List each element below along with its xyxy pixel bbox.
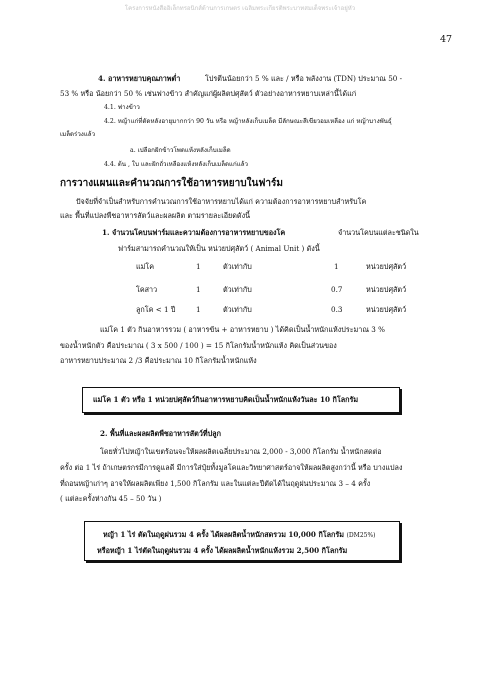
section-para-line2: และ พื้นที่แปลงพืชอาหารสัตว์และผลผลิต ตามรายละเอียดดังนี้ — [60, 211, 251, 220]
highlight-box-text: แม่โค 1 ตัว หรือ 1 หน่วยปศุสัตว์กินอาหารหยาบคิดเป็นน้ำหนักแห้งวันละ 10 กิโลกรัม — [93, 395, 359, 404]
subsection1-line2: ฟาร์มสามารถคำนวณให้เป็น หน่วยปศุสัตว์ ( Animal Unit ) ดังนี้ — [118, 244, 320, 253]
section-para-line1: ปัจจัยที่จำเป็นสำหรับการคำนวณการใช้อาหารหยาบได้แก่ ความต้องการอาหารหยาบสำหรับโค — [76, 197, 367, 206]
table-cell-unit: หน่วยปศุสัตว์ — [366, 285, 407, 294]
subsection2-para-line3: ที่ถอนหญ้าเก่าๆ อาจให้ผลผลิตเพียง 1,500 กิโลกรัม และในแต่ละปีตัดได้ในฤดูฝนประมาณ 3 – 4 ครั้ง — [60, 479, 371, 488]
table-cell-animal: ลูกโค < 1 ปี — [136, 305, 176, 314]
highlight-box-cow-intake — [82, 387, 400, 413]
highlight-box-grass-yield — [84, 521, 400, 561]
table-cell-value: 0.3 — [331, 305, 343, 314]
dm-note: (DM25%) — [346, 532, 376, 539]
section4-item-2-cont: เมล็ดร่วงแล้ว — [60, 131, 96, 138]
table-cell-count: 1 — [196, 285, 201, 294]
calc-line1: แม่โค 1 ตัว กินอาหารรวม ( อาหารข้น + อาหารหยาบ ) ได้คิดเป็นน้ำหนักแห้งประมาณ 3 % — [100, 325, 385, 334]
calc-line3: อาหารหยาบประมาณ 2 /3 คือประมาณ 10 กิโลกรัมน้ำหนักแห้ง — [60, 356, 257, 365]
table-cell-count: 1 — [196, 262, 201, 271]
header-watermark: โครงการหนังสืออิเล็กทรอนิกส์ด้านการเกษตร เฉลิมพระเกียรติพระบาทสมเด็จพระเจ้าอยู่หัว — [124, 5, 356, 12]
subsection2-para-line2: ครั้ง ต่อ 1 ไร่ ถ้าเกษตรกรมีการดูแลดี มีการใส่ปุ๋ยทั้งมูลโคและวิทยาศาสตร์อาจให้ผลผลิตสูงกว่านี้ หรือ บางแปลง — [60, 463, 403, 472]
yield-fresh-text: หญ้า 1 ไร่ ตัดในฤดูฝนรวม 4 ครั้ง ได้ผลผลิตน้ำหนักสดรวม 10,000 กิโลกรัม — [103, 530, 345, 539]
page-number: 47 — [440, 34, 453, 45]
table-cell-unit: หน่วยปศุสัตว์ — [366, 305, 407, 314]
section-heading: การวางแผนและคำนวณการใช้อาหารหยาบในฟาร์ม — [60, 178, 283, 189]
table-cell-equiv: ตัวเท่ากับ — [223, 262, 252, 271]
table-cell-animal: โคสาว — [136, 285, 158, 294]
subsection1-title: 1. จำนวนโคบนฟาร์มและความต้องการอาหารหยาบของโค — [102, 228, 286, 237]
table-cell-equiv: ตัวเท่ากับ — [223, 305, 252, 314]
section4-item-4: 4.4. ต้น , ใบ และฝักถั่วเหลืองแห้งหลังเก็บเมล็ดแก่แล้ว — [104, 161, 249, 168]
table-cell-animal: แม่โค — [136, 262, 155, 271]
table-cell-equiv: ตัวเท่ากับ — [223, 285, 252, 294]
section4-line2: 53 % หรือ น้อยกว่า 50 % เช่นฟางข้าว สำคัญแก่ผู้ผลิตปศุสัตว์ ตัวอย่างอาหารหยาบเหล่านี้ได้แก่ — [60, 89, 357, 98]
section4-item-1: 4.1. ฟางข้าว — [104, 104, 140, 111]
section4-item-2: 4.2. หญ้าแก่ที่ตัดหลังอายุมากกว่า 90 วัน หรือ หญ้าหลังเก็บเมล็ด มีลักษณะสีเขียวอมเหลือง แก่ หญ้าบางพันธุ์ — [104, 118, 392, 125]
table-cell-value: 0.7 — [331, 285, 343, 294]
highlight-box-line2: หรือหญ้า 1 ไร่ตัดในฤดูฝนรวม 4 ครั้ง ได้ผลผลิตน้ำหนักแห้งรวม 2,500 กิโลกรัม — [97, 546, 348, 555]
subsection2-para-line4: ( แต่ละครั้งห่างกัน 45 – 50 วัน ) — [60, 494, 162, 503]
table-cell-count: 1 — [196, 305, 201, 314]
section4-line1: โปรตีนน้อยกว่า 5 % และ / หรือ พลังงาน (TDN) ประมาณ 50 - — [205, 74, 403, 83]
section4-title: 4. อาหารหยาบคุณภาพต่ำ — [98, 74, 181, 83]
subsection1-title-cont: จำนวนโคบนแต่ละชนิดใน — [338, 228, 419, 237]
calc-line2: ของน้ำหนักตัว คือประมาณ ( 3 x 500 / 100 ) = 15 กิโลกรัมน้ำหนักแห้ง คิดเป็นส่วนของ — [60, 341, 337, 350]
subsection2-title: 2. พื้นที่และผลผลิตพืชอาหารสัตว์ที่ปลูก — [100, 429, 221, 438]
subsection2-para-line1: โดยทั่วไปหญ้าในเขตร้อนจะให้ผลผลิตเฉลี่ยประมาณ 2,000 - 3,000 กิโลกรัม น้ำหนักสดต่อ — [100, 447, 382, 456]
table-cell-unit: หน่วยปศุสัตว์ — [366, 262, 407, 271]
section4-item-3: a. เปลือกฝักข้าวโพดแห้งหลังเก็บเมล็ด — [130, 147, 231, 154]
table-cell-value: 1 — [334, 262, 339, 271]
highlight-box-line1 — [103, 530, 376, 541]
